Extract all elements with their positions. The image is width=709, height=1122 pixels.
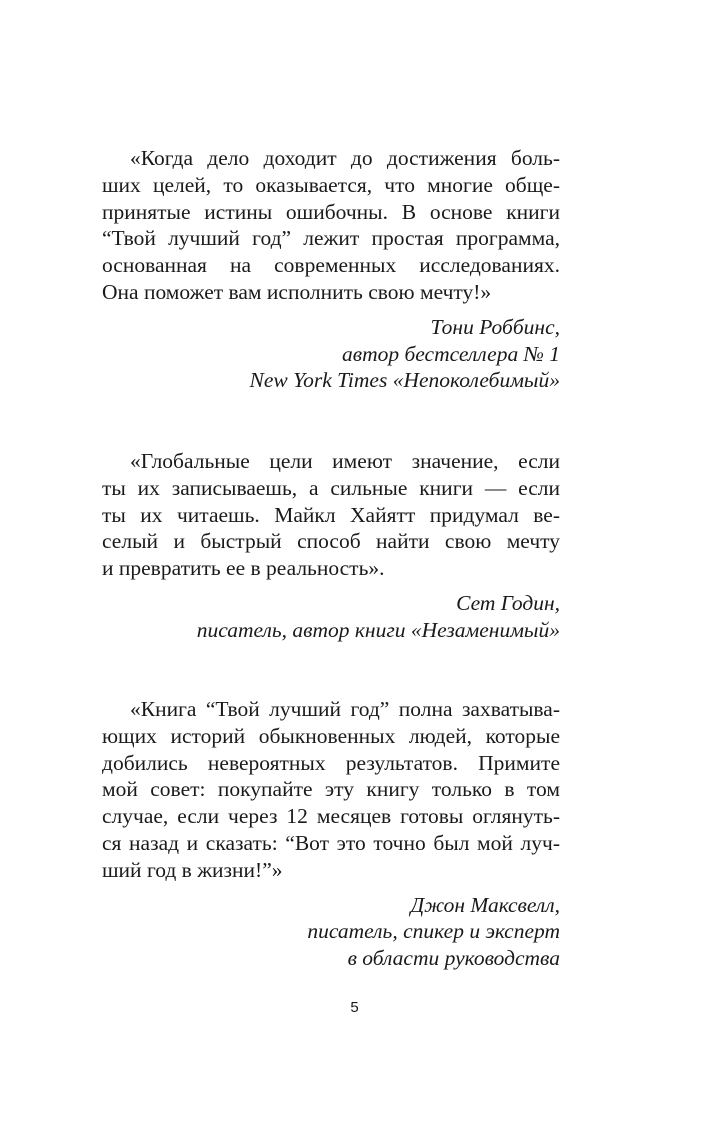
quote-line: “Твой лучший год” лежит простая программа, [102,226,560,251]
quote-line: мой совет: покупайте эту книгу только в том [102,777,560,802]
quote-text [102,448,560,582]
quote-line: случае, если через 12 месяцев готовы оглянуть- [102,804,560,829]
quote-line: и превратить ее в реальность». [102,556,385,581]
quote-line: «Когда дело доходит до достижения боль- [130,146,560,170]
quote-line: Она поможет вам исполнить свою мечту!» [102,279,492,304]
quote-line: ший год в жизни!”» [102,857,283,882]
quote-line: ты их записываешь, а сильные книги — если [102,475,560,500]
quote-block-robbins [102,145,560,394]
quote-text [102,145,560,306]
page-number: 5 [350,999,359,1016]
attribution-line: в области руководства [347,946,560,971]
attribution-line: New York Times «Непоколебимый» [249,368,560,393]
quote-line: основанная на современных исследованиях. [102,253,560,278]
quote-block-maxwell [102,696,560,972]
attribution-line: автор бестселлера № 1 [342,341,560,366]
quote-line: «Глобальные цели имеют значение, если [130,449,560,473]
quote-attribution [102,590,560,644]
quote-line: ющих историй обыкновенных людей, которые [102,723,560,748]
quote-line: селый и быстрый способ найти свою мечту [102,529,560,554]
attribution-line: писатель, спикер и эксперт [307,919,560,944]
quote-attribution [102,892,560,972]
quote-line: ся назад и сказать: “Вот это точно был мой луч- [102,830,560,855]
attribution-line: писатель, автор книги «Незаменимый» [196,617,560,642]
quote-block-godin [102,448,560,644]
quote-line: ты их читаешь. Майкл Хайятт придумал ве- [102,502,560,527]
quote-line: «Книга “Твой лучший год” полна захватыва- [130,697,560,721]
quote-text [102,696,560,884]
attribution-author: Сет Годин, [456,590,560,615]
quote-line: добились невероятных результатов. Примите [102,750,560,775]
attribution-author: Тони Роббинс, [430,314,560,339]
attribution-author: Джон Максвелл, [410,892,560,917]
quote-line: ших целей, то оказывается, что многие обще- [102,172,560,197]
quote-line: принятые истины ошибочны. В основе книги [102,199,560,224]
quote-attribution [102,314,560,394]
